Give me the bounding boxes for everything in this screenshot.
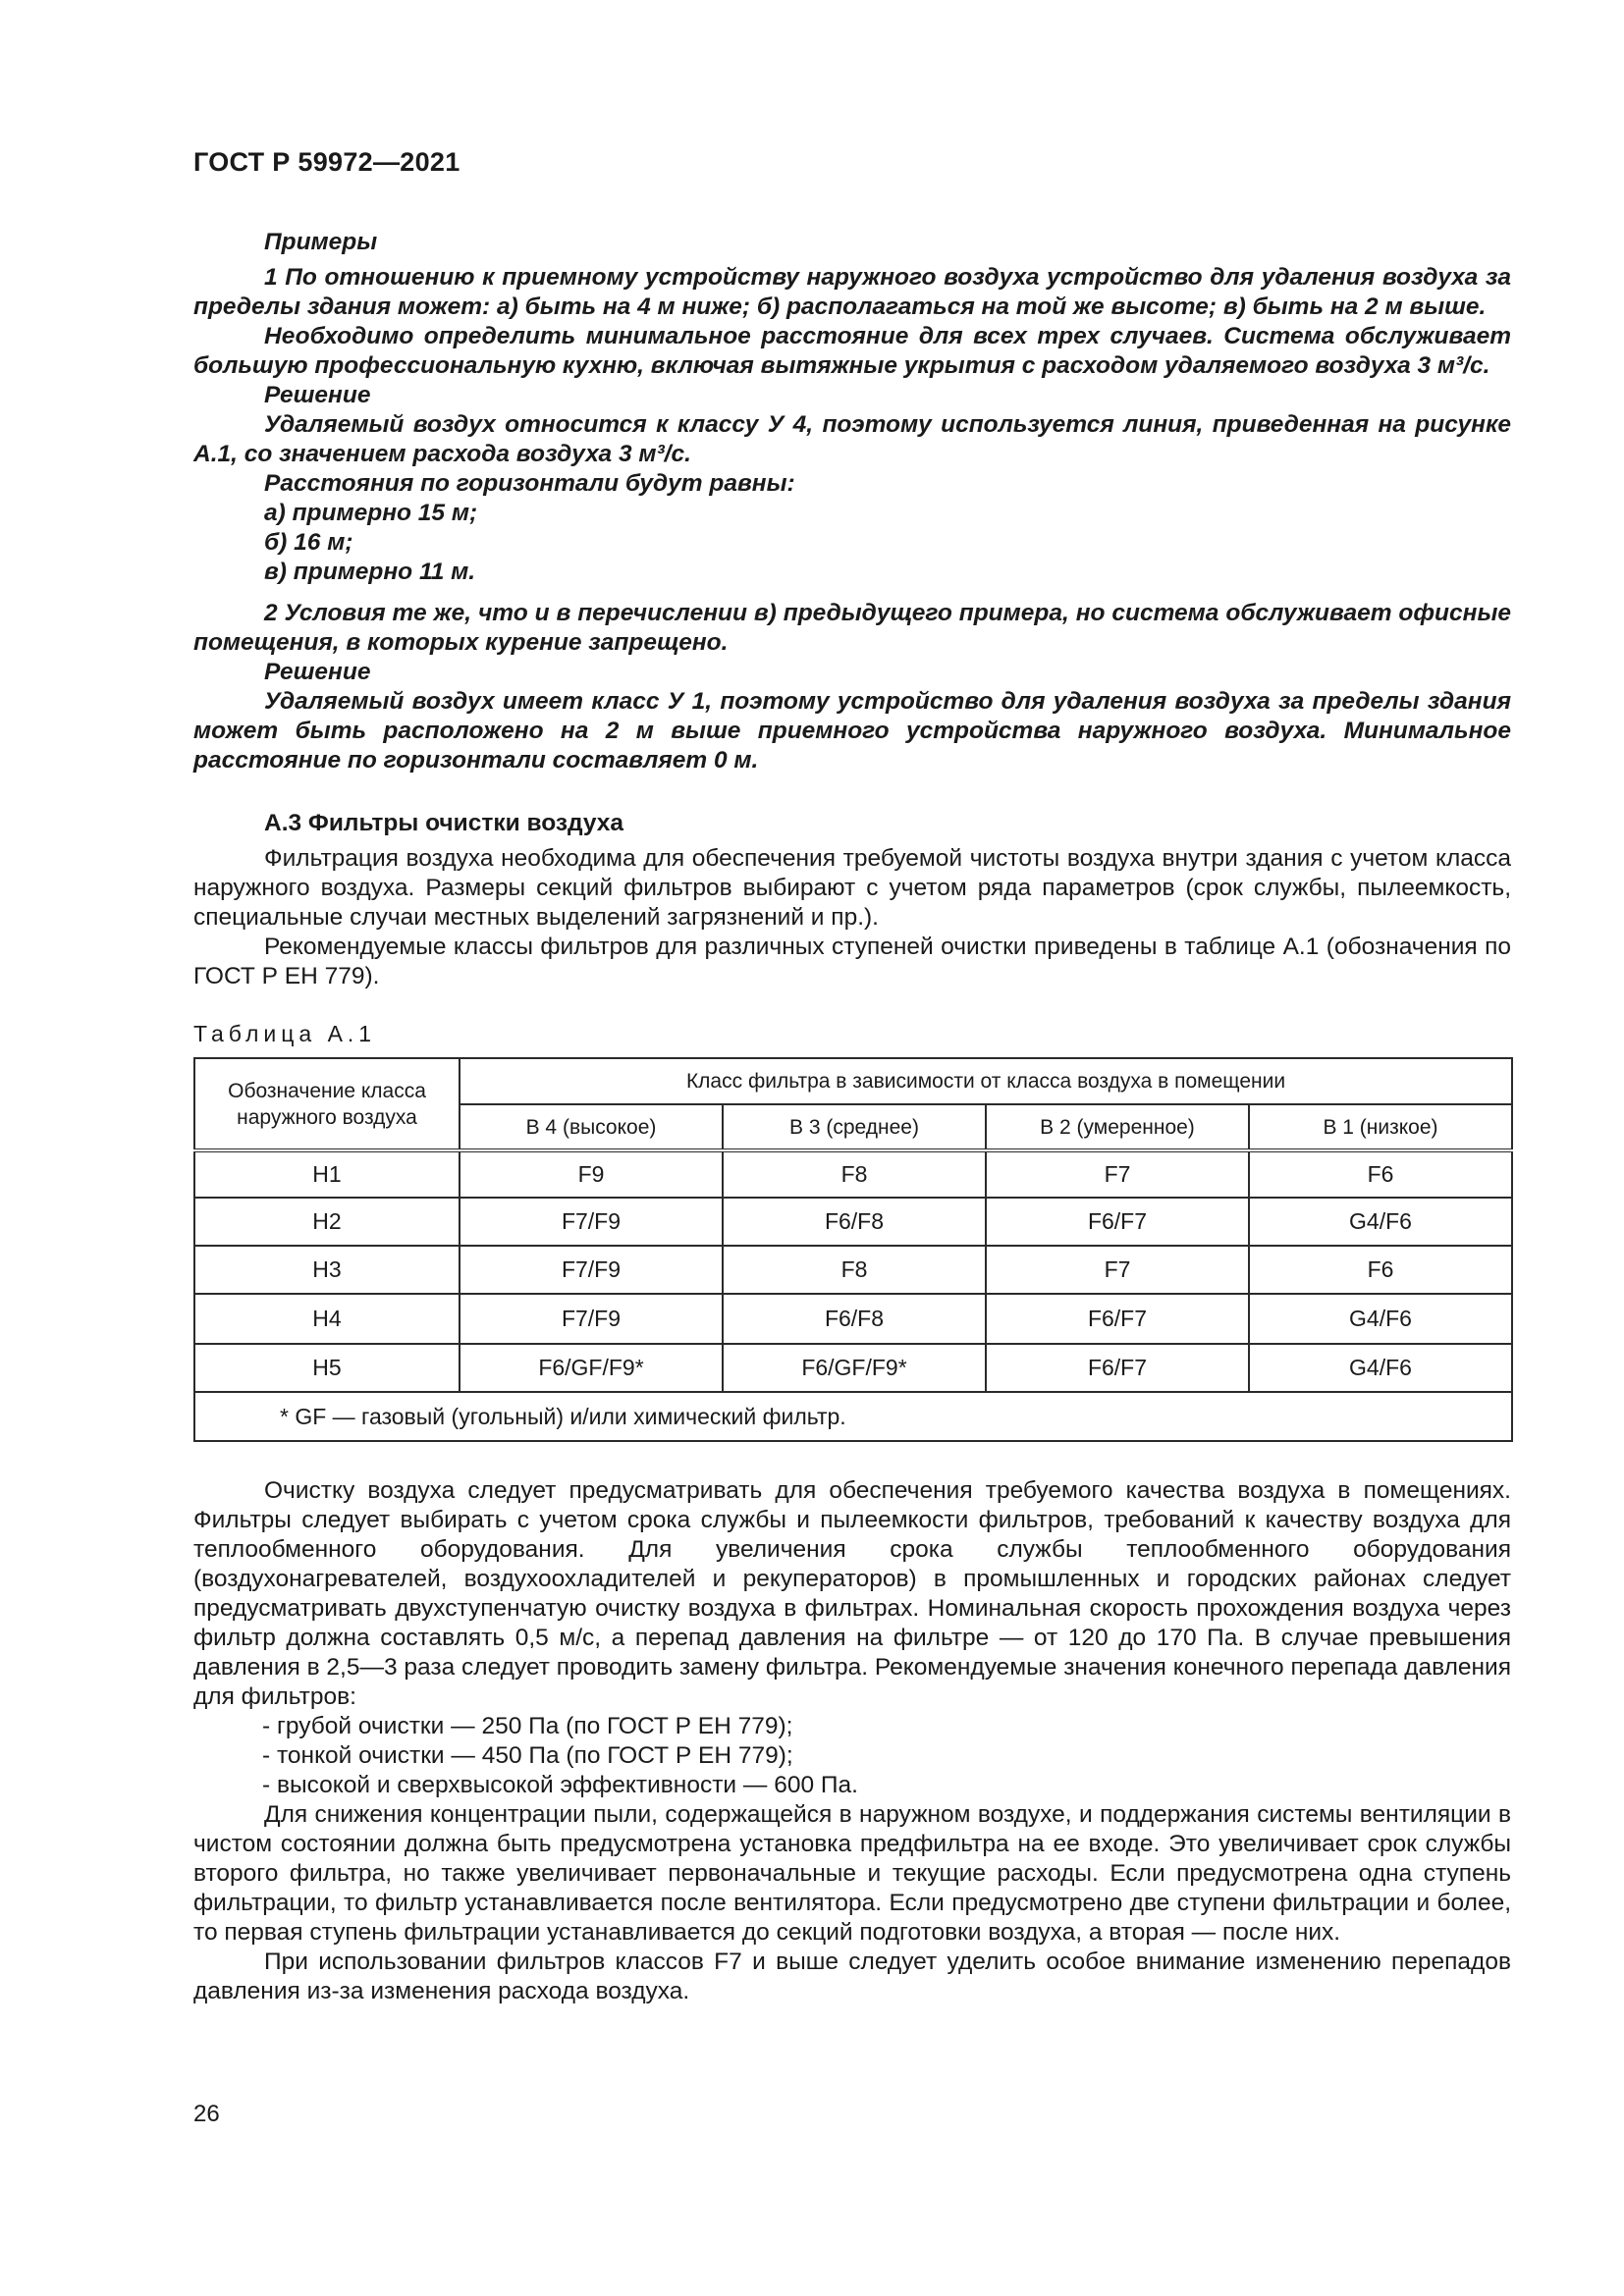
example-1-paragraph-2: Необходимо определить минимальное расстояние для всех трех случаев. Система обслуживает большую профессиональную кухню, включая вытяжные укрытия с расходом удаляемого воздуха 3 м³/с.	[193, 323, 1511, 379]
example-1-item-a: а) примерно 15 м;	[264, 500, 478, 526]
table-cell: Н5	[194, 1344, 460, 1392]
filter-class-table	[193, 1057, 1513, 1442]
section-paragraph-1: Фильтрация воздуха необходима для обеспечения требуемой чистоты воздуха внутри здания с учетом класса наружного воздуха. Размеры секций фильтров выбирают с учетом ряда параметров (срок службы, пылеемкость, специальные случаи местных выделений загрязнений и пр.).	[193, 845, 1511, 931]
indoor-class-header: В 3 (среднее)	[723, 1104, 986, 1150]
solution-label: Решение	[264, 382, 371, 408]
page-number: 26	[193, 2101, 220, 2127]
table-row	[194, 1150, 1512, 1198]
table-cell: F9	[460, 1150, 723, 1198]
table-row	[194, 1294, 1512, 1344]
example-1-item-b: б) 16 м;	[264, 529, 353, 556]
table-cell: F7/F9	[460, 1294, 723, 1344]
table-cell: F7	[986, 1246, 1249, 1294]
section-title: А.3 Фильтры очистки воздуха	[264, 810, 624, 836]
table-footnote: * GF — газовый (угольный) и/или химический фильтр.	[194, 1392, 1512, 1441]
table-row	[194, 1246, 1512, 1294]
table-cell: F6/F7	[986, 1198, 1249, 1246]
table-cell: G4/F6	[1249, 1198, 1512, 1246]
table-cell: F6/GF/F9*	[460, 1344, 723, 1392]
paragraph-prefilter: Для снижения концентрации пыли, содержащейся в наружном воздухе, и поддержания системы вентиляции в чистом состоянии должна быть предусмотрена установка предфильтра на ее входе. Это увеличивает срок службы второго фильтра, но также увеличивает первоначальные и текущие расходы. Если предусмотрена одна ступень фильтрации, то фильтр устанавливается после вентилятора. Если предусмотрено две ступени фильтрации и более, то первая ступень фильтрации устанавливается до секций подготовки воздуха, а вторая — после них.	[193, 1801, 1511, 1946]
example-1-paragraph-1: 1 По отношению к приемному устройству наружного воздуха устройство для удаления воздуха за пределы здания может: а) быть на 4 м ниже; б) располагаться на той же высоте; в) быть на 2 м выше.	[193, 264, 1511, 320]
table-cell: F6	[1249, 1150, 1512, 1198]
table-cell: F6/F7	[986, 1344, 1249, 1392]
examples-block	[193, 228, 1511, 775]
example-1-paragraph-4: Расстояния по горизонтали будут равны:	[264, 470, 795, 497]
paragraph-pressure-drop: При использовании фильтров классов F7 и выше следует уделить особое внимание изменению перепадов давления из-за изменения расхода воздуха.	[193, 1949, 1511, 2004]
body-text-after-table	[193, 1476, 1511, 2006]
list-item: - тонкой очистки — 450 Па (по ГОСТ Р ЕН 779);	[262, 1742, 793, 1769]
examples-title: Примеры	[264, 229, 378, 255]
table-row	[194, 1198, 1512, 1246]
table-cell: F6/GF/F9*	[723, 1344, 986, 1392]
section-a3	[193, 809, 1511, 991]
document-id: ГОСТ Р 59972—2021	[193, 147, 460, 177]
table-cell: F8	[723, 1246, 986, 1294]
table-cell: Н2	[194, 1198, 460, 1246]
indoor-class-header: В 1 (низкое)	[1249, 1104, 1512, 1150]
table-row	[194, 1344, 1512, 1392]
paragraph-filter-selection: Очистку воздуха следует предусматривать для обеспечения требуемого качества воздуха в помещениях. Фильтры следует выбирать с учетом срока службы и пылеемкости фильтров, требований к качеству воздуха для теплообменного оборудования. Для увеличения срока службы теплообменного оборудования (воздухонагревателей, воздухоохладителей и рекуператоров) в промышленных и городских районах следует предусматривать двухступенчатую очистку воздуха в фильтрах. Номинальная скорость прохождения воздуха через фильтр должна составлять 0,5 м/с, а перепад давления на фильтре — от 120 до 170 Па. В случае превышения давления в 2,5—3 раза следует проводить замену фильтра. Рекомендуемые значения конечного перепада давления для фильтров:	[193, 1477, 1511, 1710]
table-cell: Н4	[194, 1294, 460, 1344]
table-cell: F6/F7	[986, 1294, 1249, 1344]
table-cell: Н1	[194, 1150, 460, 1198]
section-paragraph-2: Рекомендуемые классы фильтров для различных ступеней очистки приведены в таблице А.1 (обозначения по ГОСТ Р ЕН 779).	[193, 934, 1511, 989]
table-cell: F6/F8	[723, 1294, 986, 1344]
example-2-paragraph-1: 2 Условия те же, что и в перечислении в) предыдущего примера, но система обслуживает офисные помещения, в которых курение запрещено.	[193, 600, 1511, 656]
indoor-class-header: В 4 (высокое)	[460, 1104, 723, 1150]
filter-group-header: Класс фильтра в зависимости от класса воздуха в помещении	[460, 1058, 1512, 1104]
table-cell: Н3	[194, 1246, 460, 1294]
list-item: - высокой и сверхвысокой эффективности — 600 Па.	[262, 1772, 858, 1798]
table-cell: F6/F8	[723, 1198, 986, 1246]
example-1-item-c: в) примерно 11 м.	[264, 559, 476, 585]
table-cell: G4/F6	[1249, 1344, 1512, 1392]
table-cell: F7/F9	[460, 1198, 723, 1246]
example-1-paragraph-3: Удаляемый воздух относится к классу У 4, поэтому используется линия, приведенная на рисунке А.1, со значением расхода воздуха 3 м³/с.	[193, 411, 1511, 467]
solution-label: Решение	[264, 659, 371, 685]
list-item: - грубой очистки — 250 Па (по ГОСТ Р ЕН 779);	[262, 1713, 793, 1739]
outdoor-class-header: Обозначение класса наружного воздуха	[194, 1058, 460, 1150]
table-cell: F8	[723, 1150, 986, 1198]
indoor-class-header: В 2 (умеренное)	[986, 1104, 1249, 1150]
table-cell: G4/F6	[1249, 1294, 1512, 1344]
table-cell: F7/F9	[460, 1246, 723, 1294]
table-caption: Таблица А.1	[193, 1021, 377, 1046]
table-cell: F7	[986, 1150, 1249, 1198]
example-2-paragraph-2: Удаляемый воздух имеет класс У 1, поэтому устройство для удаления воздуха за пределы здания может быть расположено на 2 м выше приемного устройства наружного воздуха. Минимальное расстояние по горизонтали составляет 0 м.	[193, 688, 1511, 774]
table-cell: F6	[1249, 1246, 1512, 1294]
